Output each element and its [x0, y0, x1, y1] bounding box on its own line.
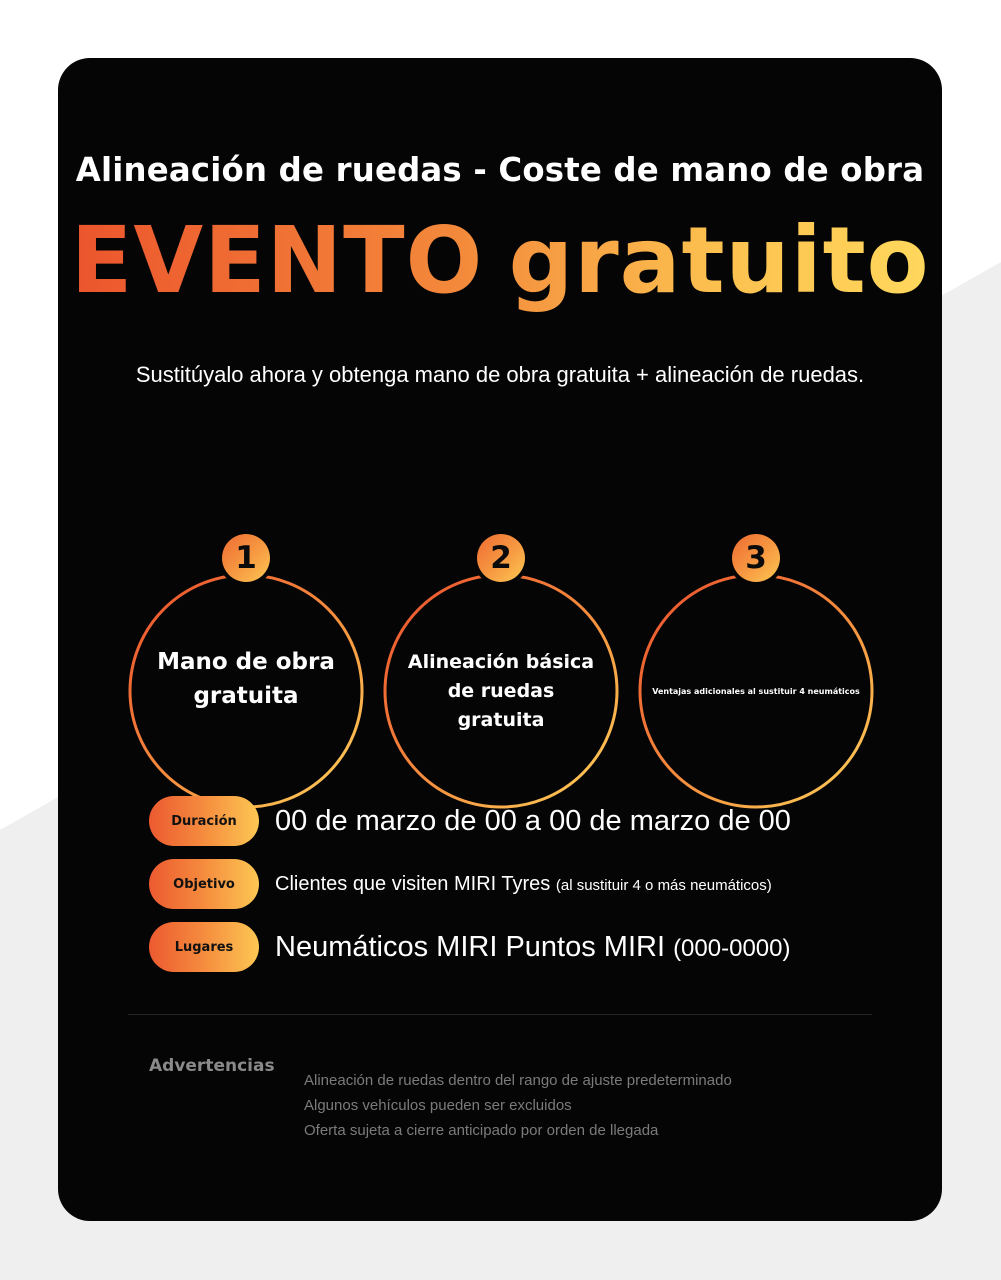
step-1: [128, 539, 364, 809]
step-number-badge: 2: [473, 530, 529, 586]
target-value: Clientes que visiten MIRI Tyres (al sustituir 4 o más neumáticos): [275, 872, 772, 895]
locations-badge: Lugares: [149, 922, 259, 972]
step-label: Mano de obra gratuita: [157, 649, 335, 709]
step-label: Ventajas adicionales al sustituir 4 neumáticos: [652, 686, 860, 696]
warnings-list: [304, 1068, 732, 1143]
headline: Alineación de ruedas - Coste de mano de obra: [75, 150, 925, 189]
divider: [128, 1014, 872, 1015]
duration-badge: Duración: [149, 796, 259, 846]
step-label: Alineación básica de ruedas gratuita: [407, 650, 595, 731]
step-number-badge: 1: [218, 530, 274, 586]
info-row-locations: [149, 922, 790, 972]
locations-note: (000-0000): [673, 934, 791, 962]
warning-item: Algunos vehículos pueden ser excluidos: [304, 1097, 572, 1114]
info-row-target: [149, 859, 772, 909]
warnings-label: Advertencias: [149, 1056, 275, 1076]
subtitle: Sustitúyalo ahora y obtenga mano de obra gratuita + alineación de ruedas.: [135, 362, 865, 387]
duration-value: 00 de marzo de 00 a 00 de marzo de 00: [275, 804, 791, 837]
warning-item: Oferta sujeta a cierre anticipado por orden de llegada: [304, 1122, 659, 1139]
hero-title: [58, 206, 942, 316]
step-number-badge: 3: [728, 530, 784, 586]
target-note: (al sustituir 4 o más neumáticos): [555, 876, 772, 894]
info-row-duration: [149, 796, 791, 846]
step-3: [638, 539, 874, 809]
promo-card: [58, 58, 942, 1221]
locations-value: Neumáticos MIRI Puntos MIRI (000-0000): [275, 930, 791, 963]
step-2: [383, 539, 619, 809]
target-badge: Objetivo: [149, 859, 259, 909]
warning-item: Alineación de ruedas dentro del rango de ajuste predeterminado: [304, 1072, 732, 1089]
hero-word-evento: EVENTO: [70, 207, 484, 314]
hero-word-gratuito: gratuito: [508, 207, 930, 314]
